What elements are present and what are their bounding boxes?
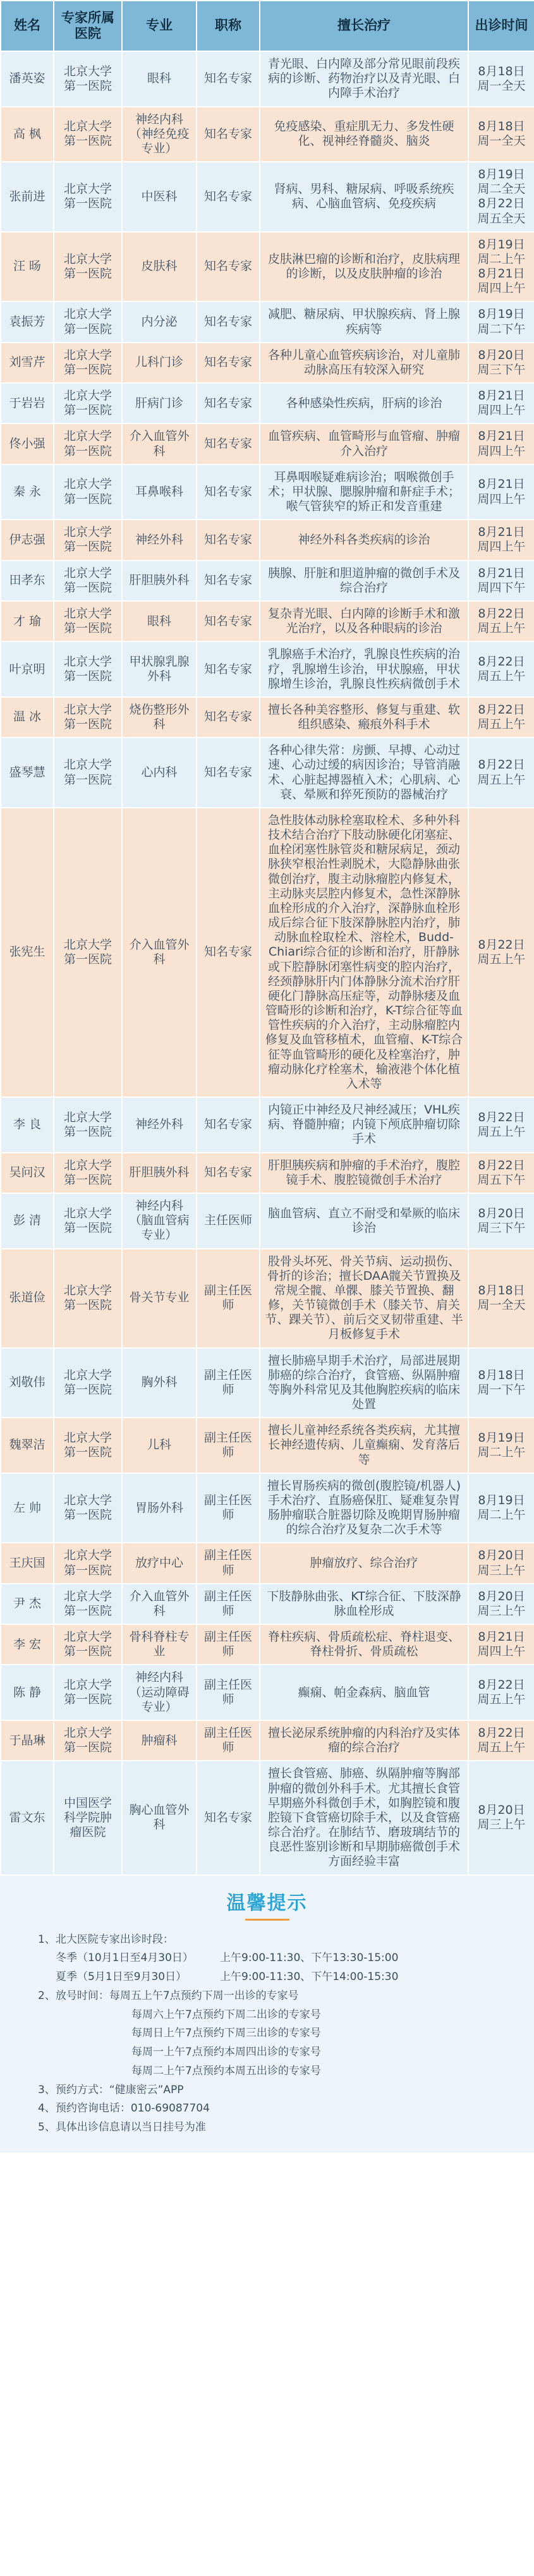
doctor-name: 王庆国 [1,1543,54,1583]
doctor-specialty: 胰腺、肝脏和胆道肿瘤的微创手术及综合治疗 [260,561,468,601]
doctor-department: 胃肠外科 [122,1473,197,1543]
doctor-specialty: 下肢静脉曲张、KT综合征、下肢深静脉血栓形成 [260,1584,468,1624]
doctor-schedule [468,1153,534,1193]
schedule-line: 周四上午 [477,281,526,296]
doctor-hospital: 北京大学第一医院 [54,808,122,1097]
doctor-name: 田孝东 [1,561,54,601]
doctor-name: 袁振芳 [1,301,54,342]
doctor-department: 介入血管外科 [122,1584,197,1624]
doctor-title: 知名专家 [197,423,260,464]
doctor-hospital: 北京大学第一医院 [54,232,122,302]
tip-booking-method: 3、预约方式：“健康密云”APP [38,2083,184,2096]
schedule-line: 8月21日 [478,389,525,403]
schedule-line: 周五上午 [477,717,526,732]
doctor-schedule [468,1193,534,1249]
doctor-name: 秦 永 [1,465,54,520]
doctor-title: 知名专家 [197,808,260,1097]
doctor-hospital: 北京大学第一医院 [54,1249,122,1348]
doctor-name: 陈 静 [1,1665,54,1720]
doctor-hospital: 北京大学第一医院 [54,1584,122,1624]
schedule-line: 8月20日 [478,1206,525,1220]
doctor-hospital: 北京大学第一医院 [54,1418,122,1473]
tip-release-4: 每周二上午7点预约本周五出诊的专家号 [131,2064,321,2077]
table-row [1,107,534,162]
doctor-schedule [468,1418,534,1473]
tip-release-3: 每周一上午7点预约本周四出诊的专家号 [131,2046,321,2059]
doctor-specialty: 肾病、男科、糖尿病、呼吸系统疾病、心脑血管病、免疫疾病 [260,162,468,232]
schedule-line: 8月19日 [478,1430,525,1445]
doctor-name: 汪 旸 [1,232,54,302]
doctor-title: 知名专家 [197,107,260,162]
doctor-department: 骨科脊柱专业 [122,1624,197,1665]
table-row [1,641,534,697]
doctor-specialty: 擅长胃肠疾病的微创(腹腔镜/机器人)手术治疗、直肠癌保肛、疑难复杂胃肠肿瘤联合脏器切除及晚期胃肠肿瘤的综合治疗及复杂二次手术等 [260,1473,468,1543]
header-department: 专业 [122,1,197,51]
doctor-specialty: 脑血管病、直立不耐受和晕厥的临床诊治 [260,1193,468,1249]
schedule-line: 周二上午 [477,1445,526,1459]
doctor-department: 眼科 [122,601,197,641]
schedule-line: 周五上午 [477,1692,526,1707]
schedule-line: 8月20日 [478,1548,525,1563]
schedule-line: 周四上午 [477,403,526,418]
doctor-name: 盛琴慧 [1,738,54,808]
tip-release-2: 每周日上午7点预约下周三出诊的专家号 [131,2027,321,2040]
tip-summer-row [38,1968,496,1987]
schedule-line: 周五上午 [477,1741,526,1755]
table-row [1,1473,534,1543]
doctor-hospital: 北京大学第一医院 [54,601,122,641]
doctor-specialty: 擅长儿童神经系统各类疾病，尤其擅长神经遗传病、儿童癫痫、发育落后等 [260,1418,468,1473]
schedule-line: 8月22日 [478,1725,525,1740]
doctor-hospital: 北京大学第一医院 [54,1348,122,1418]
doctor-name: 张道俭 [1,1249,54,1348]
schedule-line: 周四上午 [477,444,526,458]
doctor-hospital: 北京大学第一医院 [54,465,122,520]
doctor-schedule [468,1249,534,1348]
doctor-specialty: 免疫感染、重症肌无力、多发性硬化、视神经脊髓炎、脑炎 [260,107,468,162]
tips-divider [245,1919,289,1921]
schedule-line: 8月19日 [478,167,525,182]
doctor-hospital: 北京大学第一医院 [54,107,122,162]
doctor-department: 神经内科（脑血管病专业） [122,1193,197,1249]
table-row [1,1249,534,1348]
tip-winter-row [38,1949,496,1968]
doctor-schedule [468,1665,534,1720]
tip-phone: 4、预约咨询电话：010-69087704 [38,2102,210,2115]
doctor-specialty: 肝胆胰疾病和肿瘤的手术治疗，腹腔镜手术、腹腔镜微创手术治疗 [260,1153,468,1193]
table-header-row [1,1,534,51]
schedule-line: 周五上午 [477,952,526,966]
schedule-line: 周五上午 [477,669,526,684]
doctor-title: 知名专家 [197,641,260,697]
doctor-schedule [468,561,534,601]
doctor-title: 副主任医师 [197,1584,260,1624]
schedule-line: 周四下午 [477,580,526,595]
doctor-name: 伊志强 [1,519,54,560]
schedule-line: 8月18日 [478,1368,525,1382]
schedule-line: 周二下午 [477,322,526,336]
table-row [1,465,534,520]
doctor-title: 副主任医师 [197,1543,260,1583]
doctor-title: 知名专家 [197,383,260,423]
doctor-specialty: 内镜正中神经及尺神经减压；VHL疾病、脊髓肿瘤；内镜下颅底肿瘤切除手术 [260,1097,468,1153]
doctor-schedule [468,738,534,808]
schedule-line: 8月22日 [478,606,525,621]
schedule-line: 8月22日 [478,654,525,669]
doctor-department: 胸心血管外科 [122,1761,197,1874]
schedule-line: 8月18日 [478,1283,525,1297]
doctor-specialty: 神经外科各类疾病的诊治 [260,519,468,560]
doctor-department: 内分泌 [122,301,197,342]
doctor-department: 甲状腺乳腺外科 [122,641,197,697]
doctor-specialty: 减肥、糖尿病、甲状腺疾病、肾上腺疾病等 [260,301,468,342]
schedule-line: 8月18日 [478,64,525,78]
doctor-department: 中医科 [122,162,197,232]
doctor-specialty: 脊柱疾病、骨质疏松症、脊柱退变、脊柱骨折、骨质疏松 [260,1624,468,1665]
doctor-hospital: 北京大学第一医院 [54,1543,122,1583]
header-hospital: 专家所属医院 [54,1,122,51]
doctor-name: 于晶琳 [1,1720,54,1761]
doctor-specialty: 青光眼、白内障及部分常见眼前段疾病的诊断、药物治疗以及青光眼、白内障手术治疗 [260,51,468,107]
doctor-hospital: 北京大学第一医院 [54,301,122,342]
doctor-schedule [468,51,534,107]
doctor-name: 雷文东 [1,1761,54,1874]
schedule-line: 8月20日 [478,348,525,362]
doctor-title: 知名专家 [197,51,260,107]
table-row [1,601,534,641]
doctor-specialty: 耳鼻咽喉疑难病诊治；咽喉微创手术；甲状腺、腮腺肿瘤和鼾症手术；喉气管狭窄的矫正和发音重建 [260,465,468,520]
doctor-name: 张宪生 [1,808,54,1097]
doctor-name: 佟小强 [1,423,54,464]
doctor-department: 肝胆胰外科 [122,561,197,601]
table-row [1,343,534,383]
table-row [1,1624,534,1665]
schedule-line: 8月22日 [478,1158,525,1172]
doctor-name: 刘雪芹 [1,343,54,383]
doctor-schedule [468,343,534,383]
doctor-title: 知名专家 [197,1761,260,1874]
doctor-hospital: 北京大学第一医院 [54,641,122,697]
doctor-hospital: 北京大学第一医院 [54,519,122,560]
doctor-specialty: 擅长泌尿系统肿瘤的内科治疗及实体瘤的综合治疗 [260,1720,468,1761]
schedule-line: 8月22日 [478,197,525,211]
doctor-department: 神经内科（运动障碍专业） [122,1665,197,1720]
tip-release-0: 每周五上午7点预约下周一出诊的专家号 [109,1989,299,2002]
doctor-schedule [468,1543,534,1583]
doctor-specialty: 血管疾病、血管畸形与血管瘤、肿瘤介入治疗 [260,423,468,464]
doctor-hospital: 北京大学第一医院 [54,1153,122,1193]
doctor-title: 知名专家 [197,162,260,232]
doctor-title: 知名专家 [197,697,260,738]
doctor-specialty: 各种儿童心血管疾病诊治，对儿童肺动脉高压有较深入研究 [260,343,468,383]
doctor-specialty: 癫痫、帕金森病、脑血管 [260,1665,468,1720]
doctor-specialty: 乳腺癌手术治疗，乳腺良性疾病的治疗，乳腺增生诊治，甲状腺癌，甲状腺增生诊治，乳腺良性疾病微创手术 [260,641,468,697]
doctor-schedule [468,1720,534,1761]
schedule-line: 8月21日 [478,525,525,540]
doctor-department: 神经外科 [122,519,197,560]
doctor-department: 耳鼻喉科 [122,465,197,520]
tip-release-lead: 2、放号时间： [38,1989,109,2002]
doctor-department: 介入血管外科 [122,808,197,1097]
schedule-line: 8月22日 [478,1110,525,1124]
tips-section [0,1876,534,2153]
doctor-hospital: 北京大学第一医院 [54,1624,122,1665]
doctor-department: 肝病门诊 [122,383,197,423]
doctor-title: 副主任医师 [197,1665,260,1720]
schedule-line: 周三下午 [477,362,526,377]
doctor-specialty: 复杂青光眼、白内障的诊断手术和激光治疗，以及各种眼病的诊治 [260,601,468,641]
schedule-line: 8月22日 [478,937,525,952]
schedule-line: 8月20日 [478,1589,525,1603]
table-row [1,1097,534,1153]
doctor-title: 知名专家 [197,601,260,641]
schedule-line: 周五上午 [477,772,526,787]
doctor-name: 温 冰 [1,697,54,738]
header-schedule: 出诊时间 [468,1,534,51]
doctor-department: 眼科 [122,51,197,107]
doctor-specialty: 擅长食管癌、肺癌、纵隔肿瘤等胸部肿瘤的微创外科手术。尤其擅长食管早期癌外科微创手术，如胸腔镜和腹腔镜下食管癌切除手术，以及食管癌综合治疗。在肺结节、磨玻璃结节的良恶性鉴别诊断和早期肺癌微创手术方面经验丰富 [260,1761,468,1874]
doctor-specialty: 各种心律失常：房颤、早搏、心动过速、心动过缓的病因诊治；导管消融术、心脏起搏器植入术；心肌病、心衰、晕厥和猝死预防的器械治疗 [260,738,468,808]
doctor-name: 叶京明 [1,641,54,697]
table-row [1,383,534,423]
schedule-line: 8月21日 [478,477,525,492]
table-row [1,697,534,738]
doctor-title: 知名专家 [197,519,260,560]
doctor-specialty: 股骨头坏死、骨关节病、运动损伤、骨折的诊治；擅长DAA髋关节置换及常规全髋、单髁、膝关节置换、翻修，关节镜微创手术（膝关节、肩关节、踝关节）、前后交叉韧带重建、半月板修复手术 [260,1249,468,1348]
schedule-line: 8月22日 [478,758,525,772]
doctor-schedule [468,383,534,423]
doctor-hospital: 北京大学第一医院 [54,1097,122,1153]
doctor-title: 知名专家 [197,232,260,302]
schedule-line: 8月21日 [478,267,525,281]
doctor-schedule [468,808,534,1097]
schedule-line: 周五下午 [477,1172,526,1187]
doctor-hospital: 北京大学第一医院 [54,423,122,464]
schedule-line: 周二上午 [477,252,526,266]
table-row [1,1193,534,1249]
doctor-department: 胸外科 [122,1348,197,1418]
doctor-name: 于岩岩 [1,383,54,423]
doctor-schedule [468,162,534,232]
doctor-department: 神经外科 [122,1097,197,1153]
schedule-line: 8月21日 [478,429,525,444]
doctor-department: 儿科 [122,1418,197,1473]
table-row [1,51,534,107]
doctor-title: 主任医师 [197,1193,260,1249]
schedule-line: 8月19日 [478,237,525,252]
doctor-department: 心内科 [122,738,197,808]
doctor-schedule [468,107,534,162]
table-row [1,808,534,1097]
table-row [1,738,534,808]
table-row [1,232,534,302]
table-row [1,561,534,601]
schedule-line: 8月18日 [478,119,525,134]
table-row [1,1418,534,1473]
doctor-schedule [468,1097,534,1153]
tip-release-row [38,1987,496,2006]
header-name: 姓名 [1,1,54,51]
doctor-schedule [468,232,534,302]
tip-winter-time: 上午9:00-11:30、下午13:30-15:00 [220,1952,399,1965]
tips-body [0,1931,534,2137]
doctor-name: 高 枫 [1,107,54,162]
doctor-department: 肿瘤科 [122,1720,197,1761]
tip-release-1: 每周六上午7点预约下周二出诊的专家号 [131,2008,321,2021]
table-row [1,1720,534,1761]
doctor-title: 副主任医师 [197,1720,260,1761]
schedule-line: 周三上午 [477,1563,526,1577]
doctor-hospital: 北京大学第一医院 [54,383,122,423]
schedule-line: 周三上午 [477,1818,526,1832]
doctor-department: 肝胆胰外科 [122,1153,197,1193]
table-row [1,1153,534,1193]
doctor-name: 尹 杰 [1,1584,54,1624]
doctor-schedule [468,1473,534,1543]
doctor-hospital: 北京大学第一医院 [54,561,122,601]
doctor-schedule [468,519,534,560]
doctor-hospital: 北京大学第一医院 [54,1473,122,1543]
doctor-specialty: 擅长肺癌早期手术治疗，局部进展期肺癌的综合治疗，食管癌、纵隔肿瘤等胸外科常见及其他胸腔疾病的临床处置 [260,1348,468,1418]
doctor-title: 知名专家 [197,1153,260,1193]
doctor-title: 副主任医师 [197,1348,260,1418]
doctor-title: 知名专家 [197,343,260,383]
doctor-hospital: 北京大学第一医院 [54,697,122,738]
schedule-line: 周五上午 [477,1124,526,1139]
doctor-schedule [468,1348,534,1418]
doctor-specialty: 急性肢体动脉栓塞取栓术、多种外科技术结合治疗下肢动脉硬化闭塞症、血栓闭塞性脉管炎和糖尿病足，颈动脉狭窄根治性剥脱术，大隐静脉曲张微创治疗，腹主动脉瘤腔内修复术，主动脉夹层腔内修复术，急性深静脉血栓形成的介入治疗，深静脉血栓形成后综合征下肢深静脉腔内治疗，肺动脉血栓取栓术、溶栓术，Budd-Chiari综合征的诊断和治疗，肝静脉或下腔静脉闭塞性病变的腔内治疗，经颈静脉肝内门体静脉分流术治疗肝硬化门静脉高压症等，动静脉痿及血管畸形的诊断和治疗，K-T综合征等血管性疾病的介入治疗，主动脉瘤腔内修复及血管移植术，血管瘤、K-T综合征等血管畸形的硬化及栓塞治疗，肿瘤动脉化疗栓塞术，输液港个体化植入术等 [260,808,468,1097]
tip-note: 5、具体出诊信息请以当日挂号为准 [38,2121,206,2134]
doctor-department: 儿科门诊 [122,343,197,383]
doctor-department: 神经内科（神经免疫专业） [122,107,197,162]
table-row [1,519,534,560]
schedule-line: 周一全天 [477,134,526,149]
doctor-hospital: 中国医学科学院肿瘤医院 [54,1761,122,1874]
doctor-schedule [468,1761,534,1874]
table-row [1,301,534,342]
table-row [1,423,534,464]
doctor-schedule [468,601,534,641]
doctor-title: 知名专家 [197,301,260,342]
doctor-hospital: 北京大学第一医院 [54,1720,122,1761]
doctor-department: 介入血管外科 [122,423,197,464]
tip-hours-lead: 1、北大医院专家出诊时段： [38,1933,174,1946]
schedule-line: 8月19日 [478,1493,525,1507]
schedule-line: 周五上午 [477,621,526,636]
doctor-hospital: 北京大学第一医院 [54,51,122,107]
schedule-line: 周四上午 [477,540,526,554]
table-row [1,1584,534,1624]
schedule-line: 周四上午 [477,1644,526,1659]
doctor-title: 副主任医师 [197,1249,260,1348]
table-row [1,1665,534,1720]
schedule-line: 周二上午 [477,1508,526,1522]
tip-summer-label: 夏季（5月1日至9月30日） [56,1971,187,1984]
doctor-title: 副主任医师 [197,1473,260,1543]
schedule-line: 8月22日 [478,1678,525,1692]
doctor-schedule [468,423,534,464]
doctor-title: 知名专家 [197,1097,260,1153]
schedule-line: 周一全天 [477,78,526,93]
doctor-name: 李 良 [1,1097,54,1153]
doctor-schedule [468,301,534,342]
schedule-line: 8月19日 [478,307,525,322]
doctor-name: 潘英姿 [1,51,54,107]
doctor-title: 知名专家 [197,561,260,601]
doctor-schedule [468,1624,534,1665]
doctor-schedule [468,465,534,520]
table-row [1,1543,534,1583]
doctor-name: 才 瑜 [1,601,54,641]
doctor-specialty: 肿瘤放疗、综合治疗 [260,1543,468,1583]
doctor-department: 骨关节专业 [122,1249,197,1348]
doctor-schedule [468,641,534,697]
tip-summer-time: 上午9:00-11:30、下午14:00-15:30 [220,1971,399,1984]
doctor-hospital: 北京大学第一医院 [54,343,122,383]
schedule-line: 周四上午 [477,492,526,506]
schedule-line: 8月20日 [478,1803,525,1818]
schedule-line: 周二全天 [477,182,526,197]
doctor-name: 吴问汉 [1,1153,54,1193]
table-body [1,51,534,1875]
header-specialty: 擅长治疗 [260,1,468,51]
doctor-name: 李 宏 [1,1624,54,1665]
doctor-specialty: 擅长各种美容整形、修复与重建、软组织感染、瘢痕外科手术 [260,697,468,738]
schedule-line: 周三下午 [477,1220,526,1235]
doctor-title: 知名专家 [197,465,260,520]
doctor-hospital: 北京大学第一医院 [54,162,122,232]
doctor-title: 知名专家 [197,738,260,808]
schedule-line: 8月21日 [478,1630,525,1644]
doctor-name: 刘敬伟 [1,1348,54,1418]
doctor-specialty: 各种感染性疾病，肝病的诊治 [260,383,468,423]
doctor-specialty: 皮肤淋巴瘤的诊断和治疗，皮肤病理的诊断，以及皮肤肿瘤的诊治 [260,232,468,302]
doctor-hospital: 北京大学第一医院 [54,1193,122,1249]
schedule-line: 周五全天 [477,211,526,226]
schedule-line: 8月21日 [478,566,525,580]
doctor-department: 烧伤整形外科 [122,697,197,738]
doctor-hospital: 北京大学第一医院 [54,1665,122,1720]
doctor-department: 皮肤科 [122,232,197,302]
table-row [1,1761,534,1874]
doctor-name: 张前进 [1,162,54,232]
doctor-department: 放疗中心 [122,1543,197,1583]
tip-winter-label: 冬季（10月1日至4月30日） [56,1952,193,1965]
doctor-name: 左 帅 [1,1473,54,1543]
doctor-title: 副主任医师 [197,1418,260,1473]
table-row [1,1348,534,1418]
tips-title: 温馨提示 [226,1892,308,1914]
doctor-name: 魏翠洁 [1,1418,54,1473]
doctor-title: 副主任医师 [197,1624,260,1665]
schedule-line: 周三上午 [477,1603,526,1618]
schedule-line: 8月22日 [478,702,525,717]
table-row [1,162,534,232]
schedule-line: 周一全天 [477,1298,526,1313]
schedule-line: 周一下午 [477,1382,526,1397]
doctor-hospital: 北京大学第一医院 [54,738,122,808]
doctor-name: 彭 清 [1,1193,54,1249]
doctor-schedule [468,1584,534,1624]
doctor-schedule [468,697,534,738]
header-title: 职称 [197,1,260,51]
